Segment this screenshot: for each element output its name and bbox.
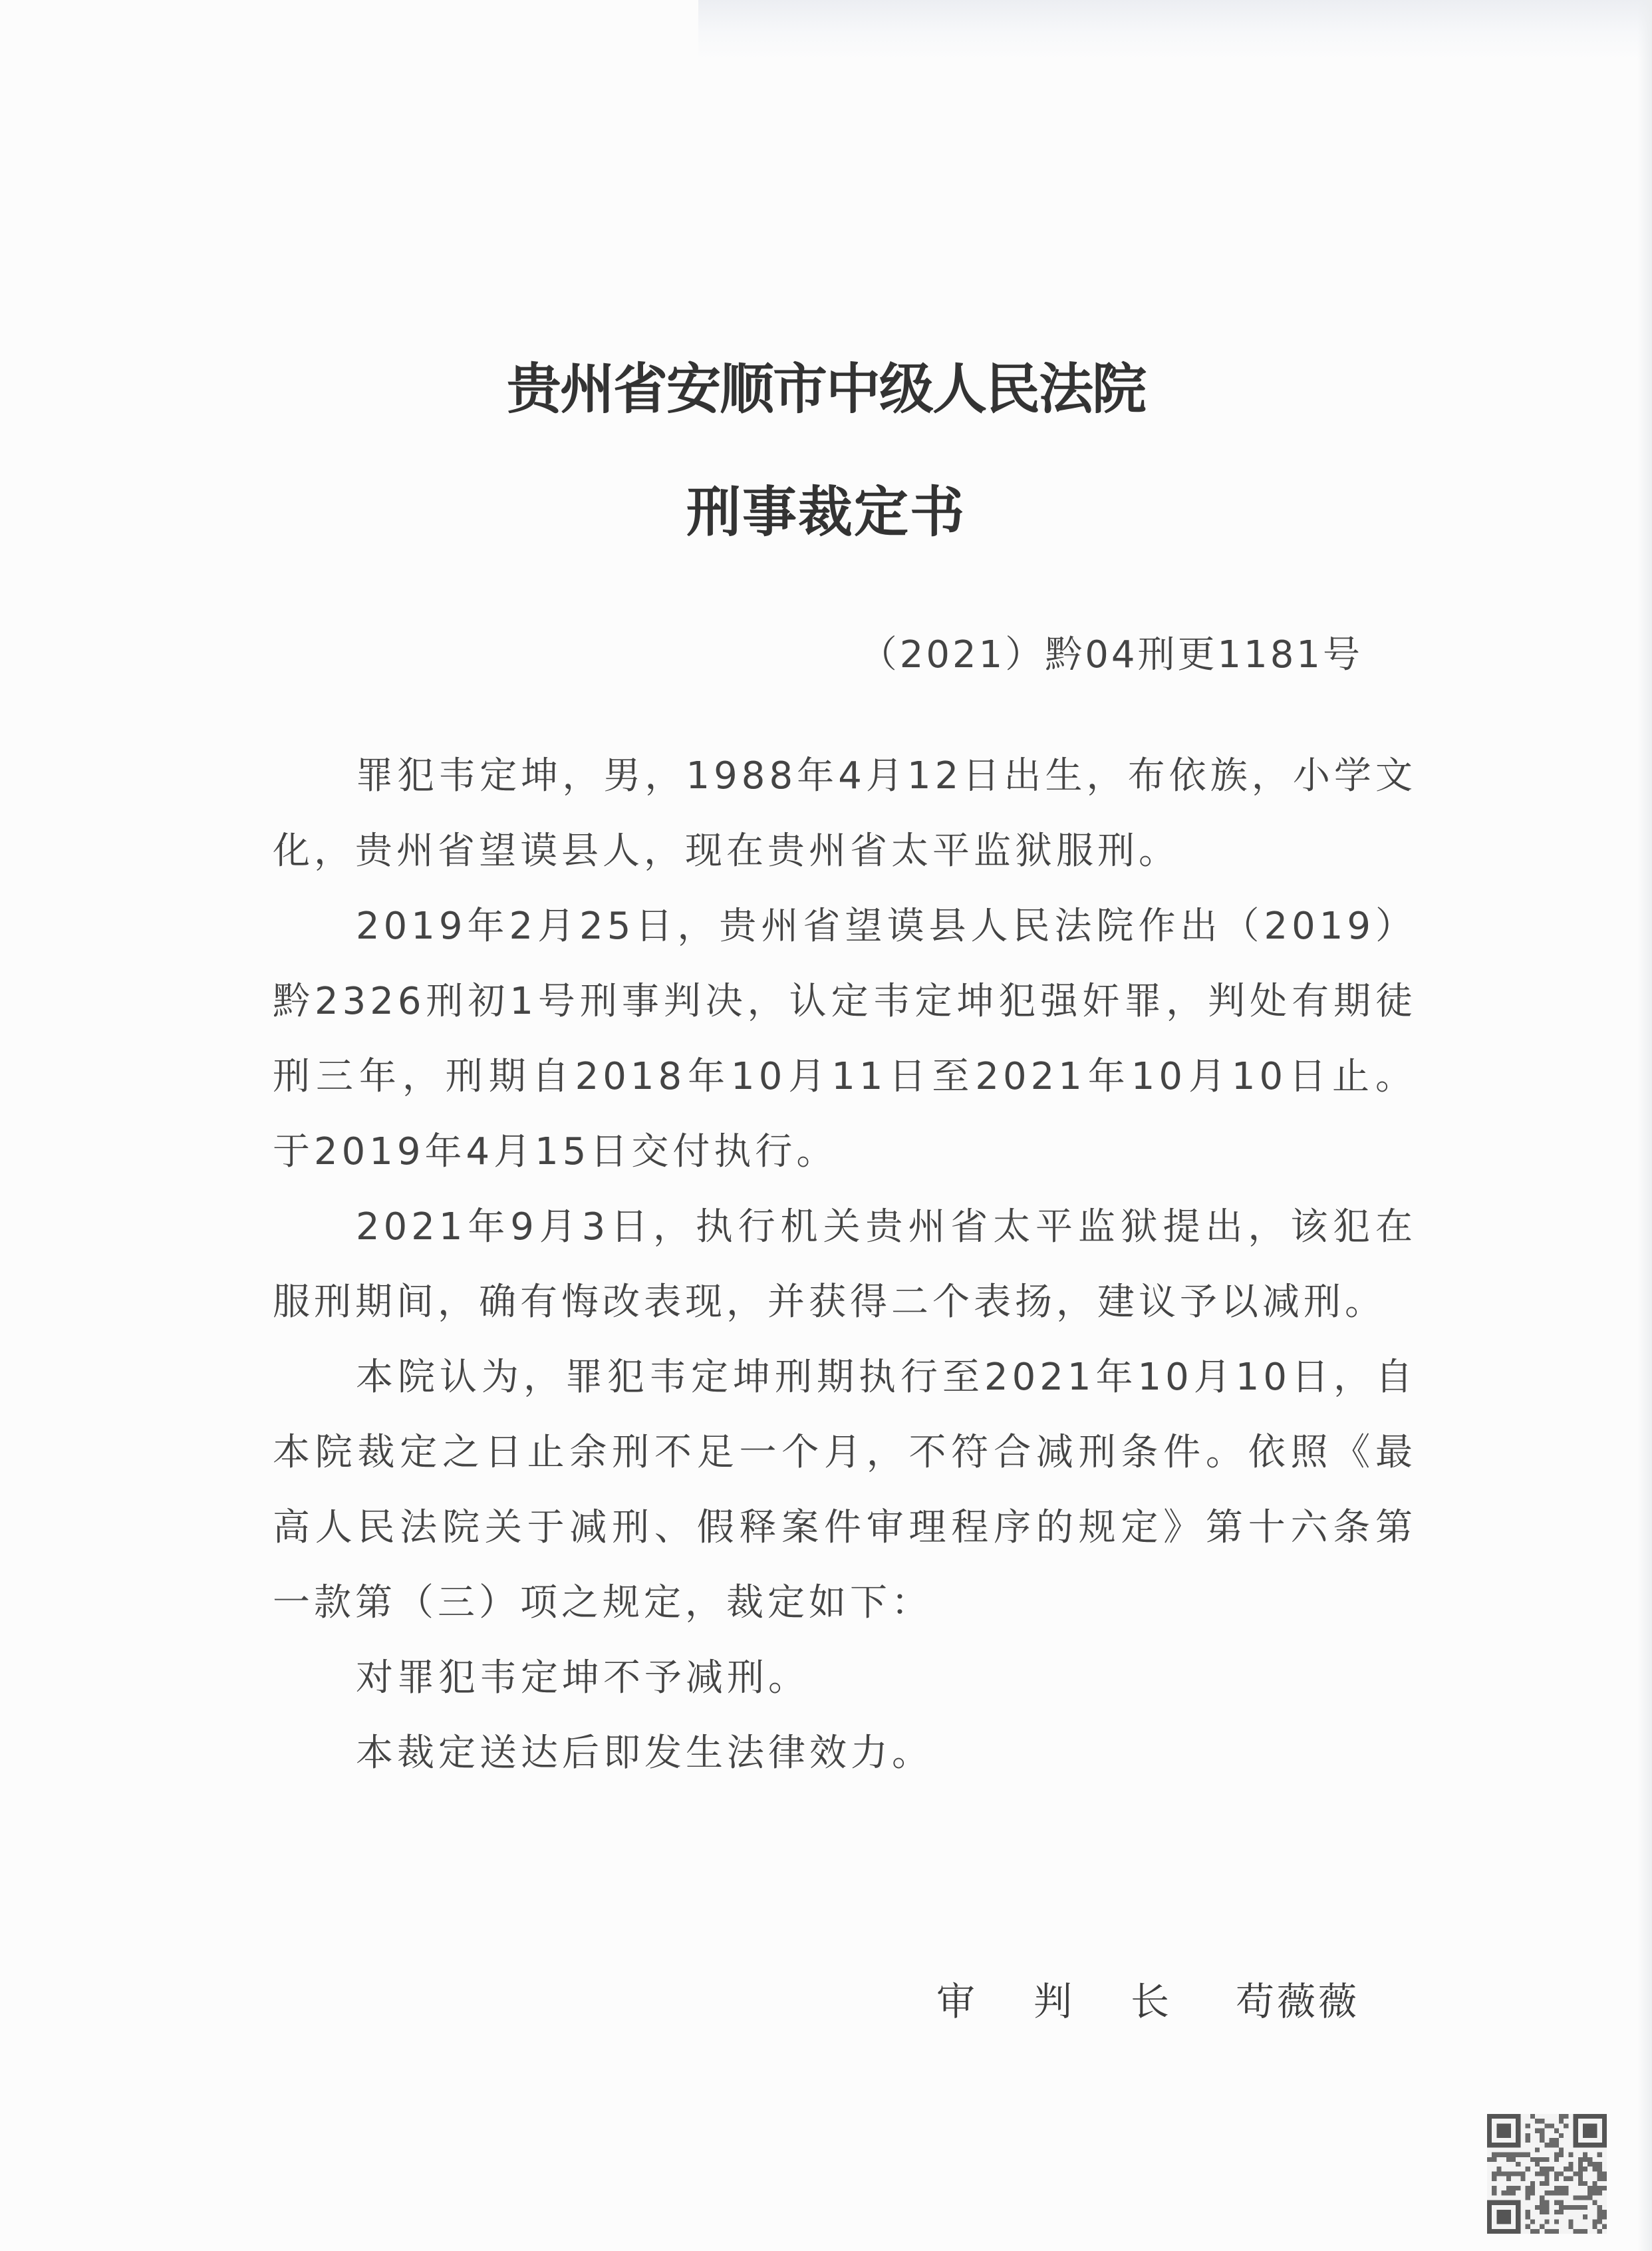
paragraph-ruling: 对罪犯韦定坤不予减刑。 xyxy=(356,1656,809,1700)
paragraph-original-judgment: 2019年2月25日，贵州省望谟县人民法院作出（2019）黔2326刑初1号刑事判决，认定韦定坤犯强奸罪，判处有期徒刑三年，刑期自2018年10月11日至2021年10月10日止。于2019年4月15日交付执行。 xyxy=(273,905,1417,1173)
signature-role: 审判长 xyxy=(936,1979,1228,2024)
document-type-title: 刑事裁定书 xyxy=(686,480,966,544)
qr-code-icon xyxy=(1487,2114,1607,2234)
paragraph-commutation-proposal: 2021年9月3日，执行机关贵州省太平监狱提出，该犯在服刑期间，确有悔改表现，并获得二个表扬，建议予以减刑。 xyxy=(273,1205,1417,1324)
signature-name: 苟薇薇 xyxy=(1235,1979,1359,2024)
paragraph-court-reasoning: 本院认为，罪犯韦定坤刑期执行至2021年10月10日，自本院裁定之日止余刑不足一个月，不符合减刑条件。依照《最高人民法院关于减刑、假释案件审理程序的规定》第十六条第一款第（三）项之规定，裁定如下： xyxy=(273,1356,1417,1624)
case-number: （2021）黔04刑更1181号 xyxy=(859,633,1363,676)
scan-shading-top xyxy=(698,0,1652,60)
scan-shading-right xyxy=(1637,0,1652,2251)
signature-line xyxy=(936,1970,1359,2026)
paragraph-defendant-info: 罪犯韦定坤，男，1988年4月12日出生，布依族，小学文化，贵州省望谟县人，现在贵州省太平监狱服刑。 xyxy=(273,754,1417,873)
paragraph-effect: 本裁定送达后即发生法律效力。 xyxy=(356,1731,933,1775)
document-body xyxy=(273,738,1417,1791)
court-name: 贵州省安顺市中级人民法院 xyxy=(506,357,1145,421)
